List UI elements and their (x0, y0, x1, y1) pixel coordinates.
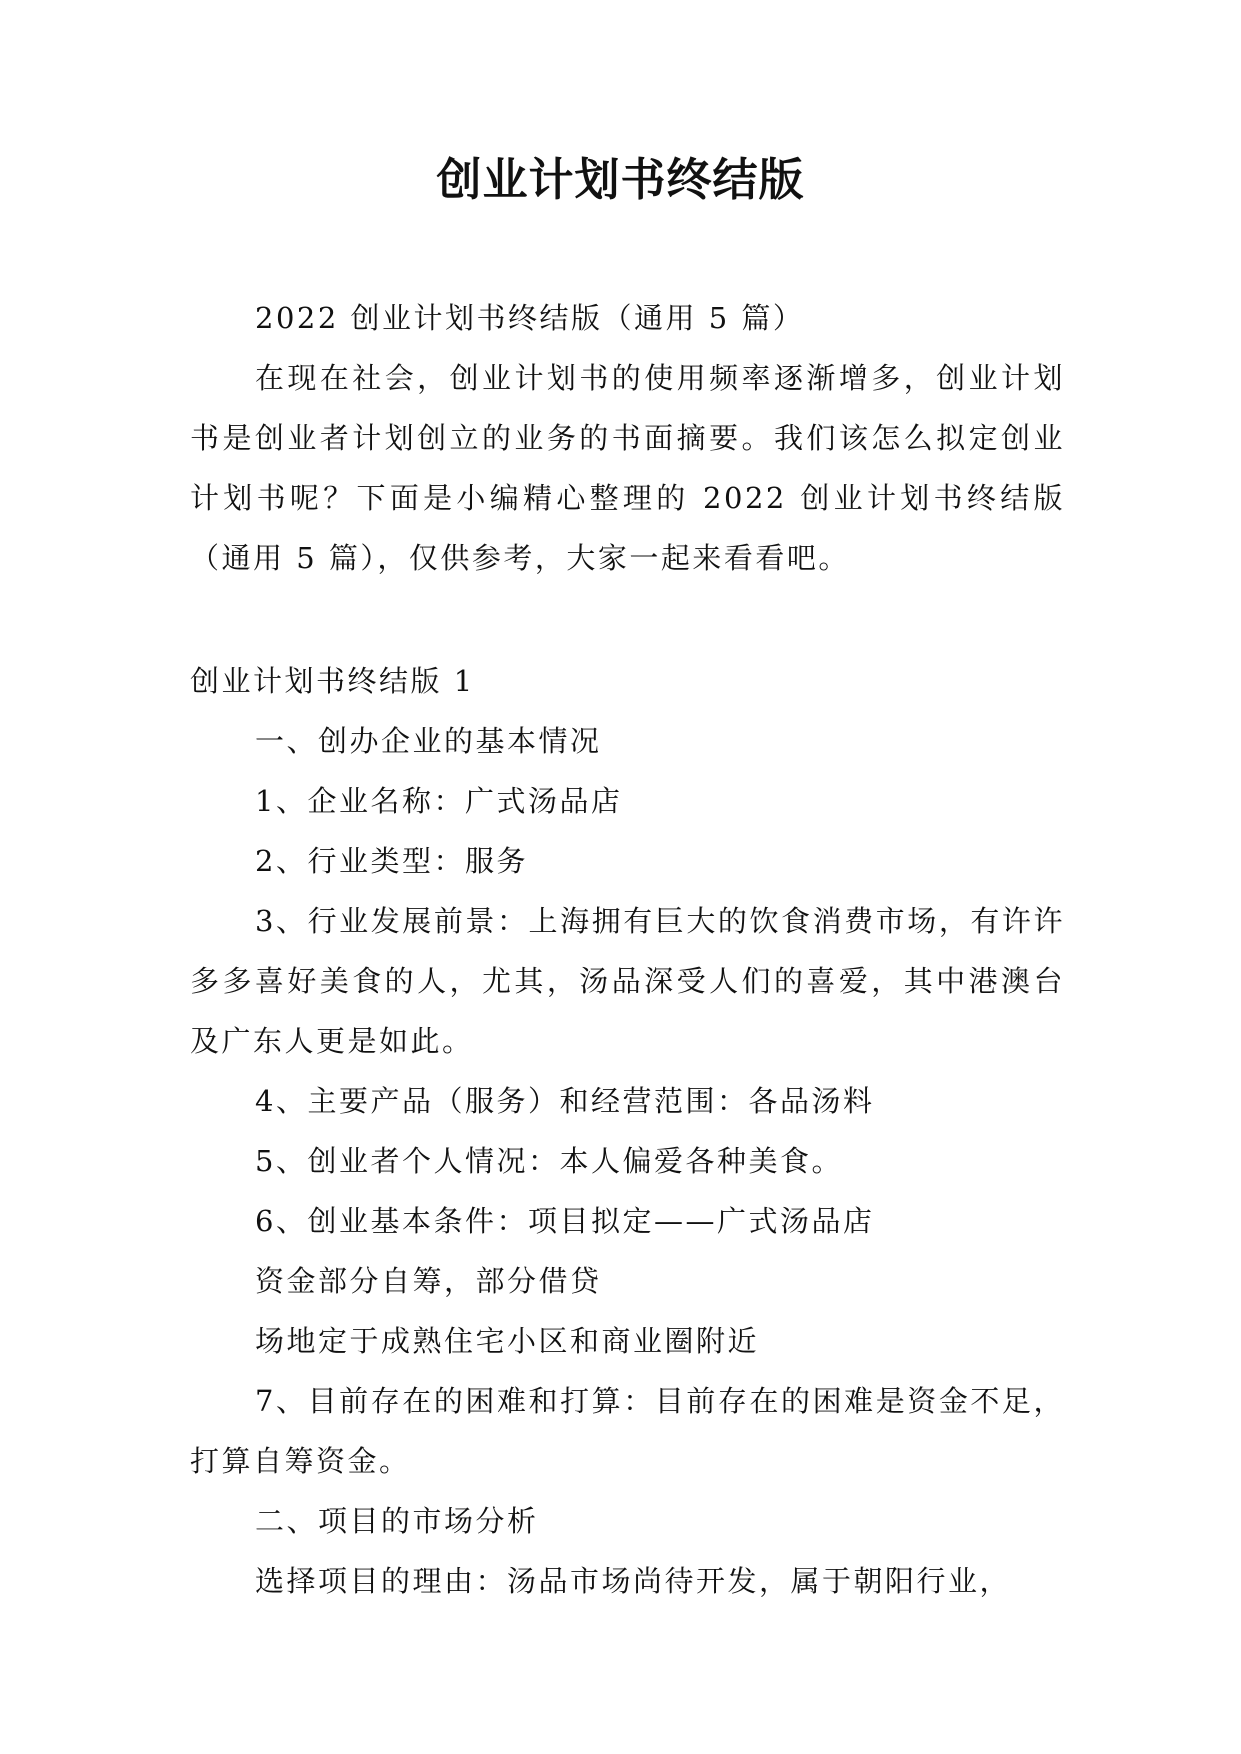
body-paragraph: 2、行业类型：服务 (255, 844, 528, 878)
body-paragraph: 4、主要产品（服务）和经营范围：各品汤料 (255, 1084, 875, 1118)
subtitle-paragraph: 2022 创业计划书终结版（通用 5 篇） (255, 301, 805, 335)
paragraph-gap (190, 588, 1065, 651)
body-paragraph: 5、创业者个人情况：本人偏爱各种美食。 (255, 1144, 843, 1178)
body-paragraph: 资金部分自筹，部分借贷 (255, 1264, 602, 1298)
document-title: 创业计划书终结版 (436, 153, 805, 206)
body-paragraph: 6、创业基本条件：项目拟定——广式汤品店 (255, 1204, 875, 1238)
body-paragraph: 一、创办企业的基本情况 (255, 724, 602, 758)
body-paragraph: 选择项目的理由：汤品市场尚待开发，属于朝阳行业， (255, 1564, 1012, 1598)
body-paragraph: 3、行业发展前景：上海拥有巨大的饮食消费市场，有许许多多喜好美食的人，尤其，汤品深受人们的喜爱，其中港澳台及广东人更是如此。 (190, 904, 1065, 1058)
body-paragraph: 二、项目的市场分析 (255, 1504, 539, 1538)
section-heading: 创业计划书终结版 1 (190, 664, 475, 698)
intro-paragraph: 在现在社会，创业计划书的使用频率逐渐增多，创业计划书是创业者计划创立的业务的书面摘要。我们该怎么拟定创业计划书呢？下面是小编精心整理的 2022 创业计划书终结版（通用 5 篇），仅供参考，大家一起来看看吧。 (190, 361, 1065, 575)
body-paragraph: 1、企业名称：广式汤品店 (255, 784, 623, 818)
body-paragraph: 场地定于成熟住宅小区和商业圈附近 (255, 1324, 760, 1358)
body-paragraph: 7、目前存在的困难和打算：目前存在的困难是资金不足，打算自筹资金。 (190, 1384, 1065, 1478)
document-body (190, 288, 1065, 1611)
